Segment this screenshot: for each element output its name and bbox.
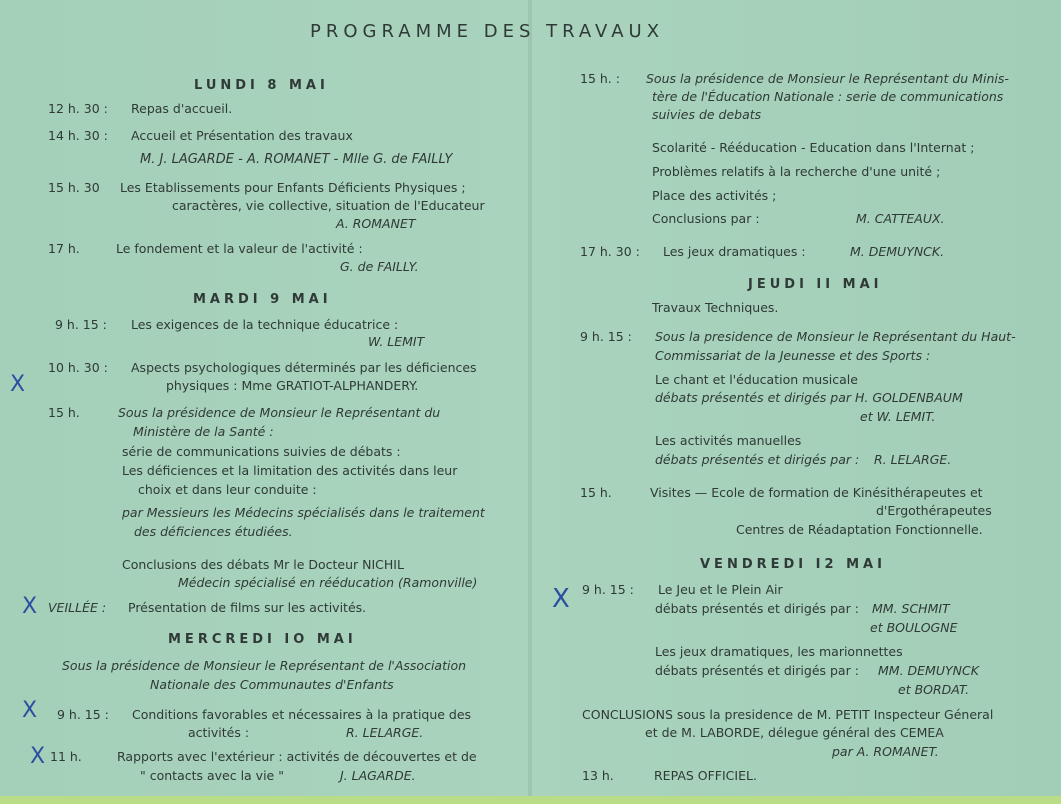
item-text: suivies de debats xyxy=(652,107,762,122)
item-text: Scolarité - Rééducation - Education dans l'Internat ; xyxy=(652,140,975,155)
handwritten-cross-mark: X xyxy=(22,594,38,619)
item-text: Sous la présidence de Monsieur le Représentant de l'Association xyxy=(62,658,467,673)
day-heading-mercredi: MERCREDI IO MAI xyxy=(168,632,357,647)
handwritten-cross-mark: X xyxy=(30,744,46,769)
speaker-name: W. LEMIT xyxy=(368,334,425,349)
item-text: Centres de Réadaptation Fonctionnelle. xyxy=(736,522,983,537)
time: 17 h. xyxy=(48,241,80,256)
time: 15 h. xyxy=(48,405,80,420)
speaker-names: M. J. LAGARDE - A. ROMANET - Mlle G. de FAILLY xyxy=(140,152,453,167)
item-text: débats présentés et dirigés par : xyxy=(655,663,859,678)
item-text: " contacts avec la vie " xyxy=(140,768,284,783)
item-text: par Messieurs les Médecins spécialisés dans le traitement xyxy=(122,505,485,520)
item-text: Conditions favorables et nécessaires à la pratique des xyxy=(132,707,472,722)
speaker-name: et W. LEMIT. xyxy=(860,409,936,424)
item-text: physiques : Mme GRATIOT-ALPHANDERY. xyxy=(166,378,419,393)
item-text: Nationale des Communautes d'Enfants xyxy=(150,677,394,692)
time: 10 h. 30 : xyxy=(48,360,108,375)
item-text: Travaux Techniques. xyxy=(652,300,779,315)
speaker-name: M. DEMUYNCK. xyxy=(850,244,945,259)
item-text: tère de l'Éducation Nationale : serie de communications xyxy=(652,89,1004,104)
bottom-strip xyxy=(0,796,1061,804)
item-text: Les activités manuelles xyxy=(655,433,802,448)
time: 14 h. 30 : xyxy=(48,128,108,143)
item-text: choix et dans leur conduite : xyxy=(138,482,317,497)
conclusions-text: CONCLUSIONS sous la presidence de M. PETIT Inspecteur Géneral xyxy=(582,707,994,722)
item-text: Ministère de la Santé : xyxy=(133,424,274,439)
item-text: activités : xyxy=(188,725,250,740)
speaker-name: et BORDAT. xyxy=(898,682,970,697)
time: 11 h. xyxy=(50,749,82,764)
item-text: Place des activités ; xyxy=(652,188,777,203)
item-text: série de communications suivies de débats : xyxy=(122,444,401,459)
day-heading-lundi: LUNDI 8 MAI xyxy=(194,78,329,93)
item-text: Repas d'accueil. xyxy=(131,101,233,116)
time: 17 h. 30 : xyxy=(580,244,640,259)
item-text: Sous la présidence de Monsieur le Représentant du Minis- xyxy=(646,71,1009,86)
item-text: des déficiences étudiées. xyxy=(134,524,293,539)
item-text: Les Etablissements pour Enfants Déficients Physiques ; xyxy=(120,180,466,195)
page-fold xyxy=(528,0,532,796)
time: 15 h. xyxy=(580,485,612,500)
conclusions-text: et de M. LABORDE, délegue général des CEMEA xyxy=(645,725,944,740)
item-text: Sous la présidence de Monsieur le Représentant du xyxy=(118,405,441,420)
item-text: Le Jeu et le Plein Air xyxy=(658,582,783,597)
day-heading-vendredi: VENDREDI I2 MAI xyxy=(700,557,886,572)
handwritten-cross-mark: X xyxy=(22,698,38,723)
item-text: Présentation de films sur les activités. xyxy=(128,600,367,615)
item-text: Accueil et Présentation des travaux xyxy=(131,128,353,143)
speaker-name: MM. DEMUYNCK xyxy=(878,663,979,678)
item-text: Médecin spécialisé en rééducation (Ramonville) xyxy=(178,575,478,590)
item-text: Le chant et l'éducation musicale xyxy=(655,372,858,387)
time: VEILLÉE : xyxy=(48,600,107,615)
day-heading-mardi: MARDI 9 MAI xyxy=(193,292,332,307)
speaker-name: et BOULOGNE xyxy=(870,620,958,635)
time: 15 h. : xyxy=(580,71,620,86)
time: 13 h. xyxy=(582,768,614,783)
handwritten-cross-mark: X xyxy=(552,584,570,614)
speaker-name: R. LELARGE. xyxy=(874,452,952,467)
item-text: Conclusions par : xyxy=(652,211,760,226)
handwritten-cross-mark: X xyxy=(10,372,26,397)
item-text: débats présentés et dirigés par H. GOLDENBAUM xyxy=(655,390,963,405)
time: 9 h. 15 : xyxy=(57,707,109,722)
item-text: Le fondement et la valeur de l'activité : xyxy=(116,241,363,256)
item-text: débats présentés et dirigés par : xyxy=(655,452,860,467)
item-text: Visites — Ecole de formation de Kinésithérapeutes et xyxy=(650,485,983,500)
item-text: Aspects psychologiques déterminés par les déficiences xyxy=(131,360,477,375)
day-heading-jeudi: JEUDI II MAI xyxy=(748,277,883,292)
conclusions-text: par A. ROMANET. xyxy=(832,744,939,759)
item-text: Conclusions des débats Mr le Docteur NICHIL xyxy=(122,557,404,572)
speaker-name: R. LELARGE. xyxy=(346,725,424,740)
item-text: Les jeux dramatiques, les marionnettes xyxy=(655,644,903,659)
speaker-name: A. ROMANET xyxy=(336,216,416,231)
time: 12 h. 30 : xyxy=(48,101,108,116)
time: 15 h. 30 xyxy=(48,180,100,195)
item-text: Les déficiences et la limitation des activités dans leur xyxy=(122,463,458,478)
item-text: caractères, vie collective, situation de l'Educateur xyxy=(172,198,485,213)
item-text: Rapports avec l'extérieur : activités de découvertes et de xyxy=(117,749,477,764)
item-text: Sous la presidence de Monsieur le Représentant du Haut- xyxy=(655,329,1016,344)
speaker-name: J. LAGARDE. xyxy=(340,768,416,783)
time: 9 h. 15 : xyxy=(582,582,634,597)
speaker-name: MM. SCHMIT xyxy=(872,601,950,616)
speaker-name: M. CATTEAUX. xyxy=(856,211,945,226)
item-text: Les jeux dramatiques : xyxy=(663,244,806,259)
item-text: Commissariat de la Jeunesse et des Sports : xyxy=(655,348,931,363)
time: 9 h. 15 : xyxy=(580,329,632,344)
item-text: d'Ergothérapeutes xyxy=(876,503,992,518)
item-text: Problèmes relatifs à la recherche d'une unité ; xyxy=(652,164,941,179)
speaker-name: G. de FAILLY. xyxy=(340,259,419,274)
item-text: Les exigences de la technique éducatrice : xyxy=(131,317,399,332)
item-text: REPAS OFFICIEL. xyxy=(654,768,757,783)
item-text: débats présentés et dirigés par : xyxy=(655,601,859,616)
time: 9 h. 15 : xyxy=(55,317,107,332)
page-title: PROGRAMME DES TRAVAUX xyxy=(310,21,665,42)
